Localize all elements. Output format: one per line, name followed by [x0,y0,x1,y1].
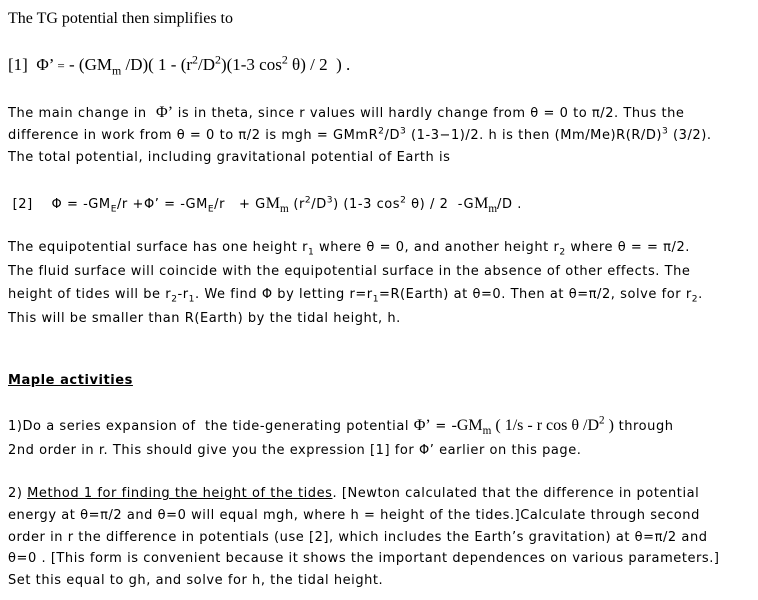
heading: The TG potential then simplifies to [8,10,233,27]
equation-2: [2] $\Phi = -GM_E/r +\Phi$’ = $-GM_E/r + GM_m$ $(r^2/D^3)$ (1-3 $\cos^2 \theta) / 2$ $-GM_m/D$ . [8,195,522,216]
paragraph-line: The main change in Φ’ is in theta, since r values will hardly change from θ = 0 to π/2. Thus the [8,104,685,121]
paragraph-line: height of tides will be $r_2-r_1$. We find Φ by letting $r=r_1=R(Earth)$ at θ=0. Then at θ=π/2, solve for $r_2$. [8,287,703,305]
activity-2-text: . [Newton calculated that the difference in potential [332,486,700,501]
activity-2-line: θ=0 . [This form is convenient because it shows the important dependences on various parameters.] [8,551,720,566]
method-1-link[interactable]: Method 1 for finding the height of the tides [27,486,333,501]
paragraph-line: difference in work from θ = 0 to π/2 is mgh = $GMmR^2/D^3$ (1-3−1)/2. h is then $(Mm/Me)R(R/D)^3$ (3/2). [8,126,712,143]
activity-2-line [8,486,699,501]
activity-2-line: energy at θ=π/2 and θ=0 will equal mgh, where h = height of the tides.]Calculate through second [8,508,700,523]
paragraph-line: This will be smaller than R(Earth) by the tidal height, h. [8,311,401,326]
paragraph-line: The fluid surface will coincide with the equipotential surface in the absence of other effects. The [8,264,691,279]
section-title: Maple activities [8,373,133,388]
activity-1-line: 2nd order in r. This should give you the expression [1] for Φ’ earlier on this page. [8,443,582,458]
activity-2-number: 2) [8,486,23,501]
equation-1: [1] Φ’ = - ($GM_m$ /D)( $1 - (r^2/D^2)(1-3$ $\cos^2 \theta) / 2$ ) . [8,52,351,78]
paragraph-line: The total potential, including gravitational potential of Earth is [8,150,451,165]
activity-2-line: Set this equal to gh, and solve for h, the tidal height. [8,573,384,588]
paragraph-line: The equipotential surface has one height $r_1$ where θ = 0, and another height $r_2$ where θ = = π/2. [8,240,690,258]
activity-2-line: order in r the difference in potentials (use [2], which includes the Earth’s gravitation) at θ=π/2 and [8,530,708,545]
activity-1-line: 1)Do a series expansion of the tide-generating potential Φ’ = $-GM_m$ ( 1/s - r cos θ $/D^2$ ) through [8,414,674,438]
